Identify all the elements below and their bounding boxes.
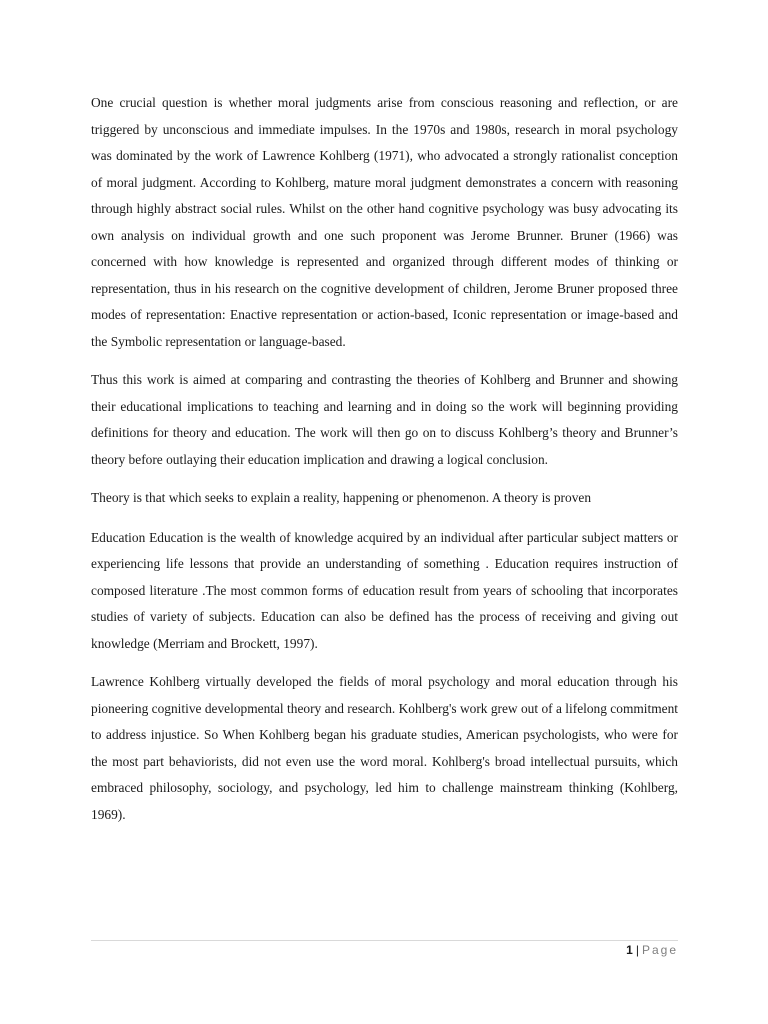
page-label: Page	[641, 943, 678, 957]
paragraph-education-definition: Education Education is the wealth of knowledge acquired by an individual after particular subject matters or experiencing life lessons that provide an understanding of something . Education requires instruction of composed literature .The most common forms of education result from years of schooling that incorporates studies of variety of subjects. Education can also be defined has the process of receiving and giving out knowledge (Merriam and Brockett, 1997).	[91, 529, 678, 651]
paragraph-work-aim: Thus this work is aimed at comparing and contrasting the theories of Kohlberg and Brunner and showing their educational implications to teaching and learning and in doing so the work will beginning providing definitions for theory and education. The work will then go on to discuss Kohlberg’s theory and Brunner’s theory before outlaying their education implication and drawing a logical conclusion.	[91, 372, 678, 467]
page-separator: |	[635, 943, 639, 957]
paragraph-kohlberg-bruner-intro: One crucial question is whether moral judgments arise from conscious reasoning and reflection, or are triggered by unconscious and immediate impulses. In the 1970s and 1980s, research in moral psychology was dominated by the work of Lawrence Kohlberg (1971), who advocated a strongly rationalist conception of moral judgment. According to Kohlberg, mature moral judgment demonstrates a concern with reasoning through highly abstract social rules. Whilst on the other hand cognitive psychology was busy advocating its own analysis on individual growth and one such proponent was Jerome Brunner. Bruner (1966) was concerned with how knowledge is represented and organized through different modes of thinking or representation, thus in his research on the cognitive development of children, Jerome Bruner proposed three modes of representation: Enactive representation or action-based, Iconic representation or image-based and the Symbolic representation or language-based.	[91, 95, 678, 349]
footer-divider	[91, 940, 678, 941]
page-number-footer	[626, 943, 678, 957]
page-number: 1	[626, 943, 633, 957]
paragraph-theory-definition: Theory is that which seeks to explain a reality, happening or phenomenon. A theory is proven	[91, 490, 592, 505]
document-body	[91, 90, 678, 840]
paragraph-kohlberg-background: Lawrence Kohlberg virtually developed the fields of moral psychology and moral education through his pioneering cognitive developmental theory and research. Kohlberg's work grew out of a lifelong commitment to address injustice. So When Kohlberg began his graduate studies, American psychologists, who were for the most part behaviorists, did not even use the word moral. Kohlberg's broad intellectual pursuits, which embraced philosophy, sociology, and psychology, led him to challenge mainstream thinking (Kohlberg, 1969).	[91, 674, 678, 822]
